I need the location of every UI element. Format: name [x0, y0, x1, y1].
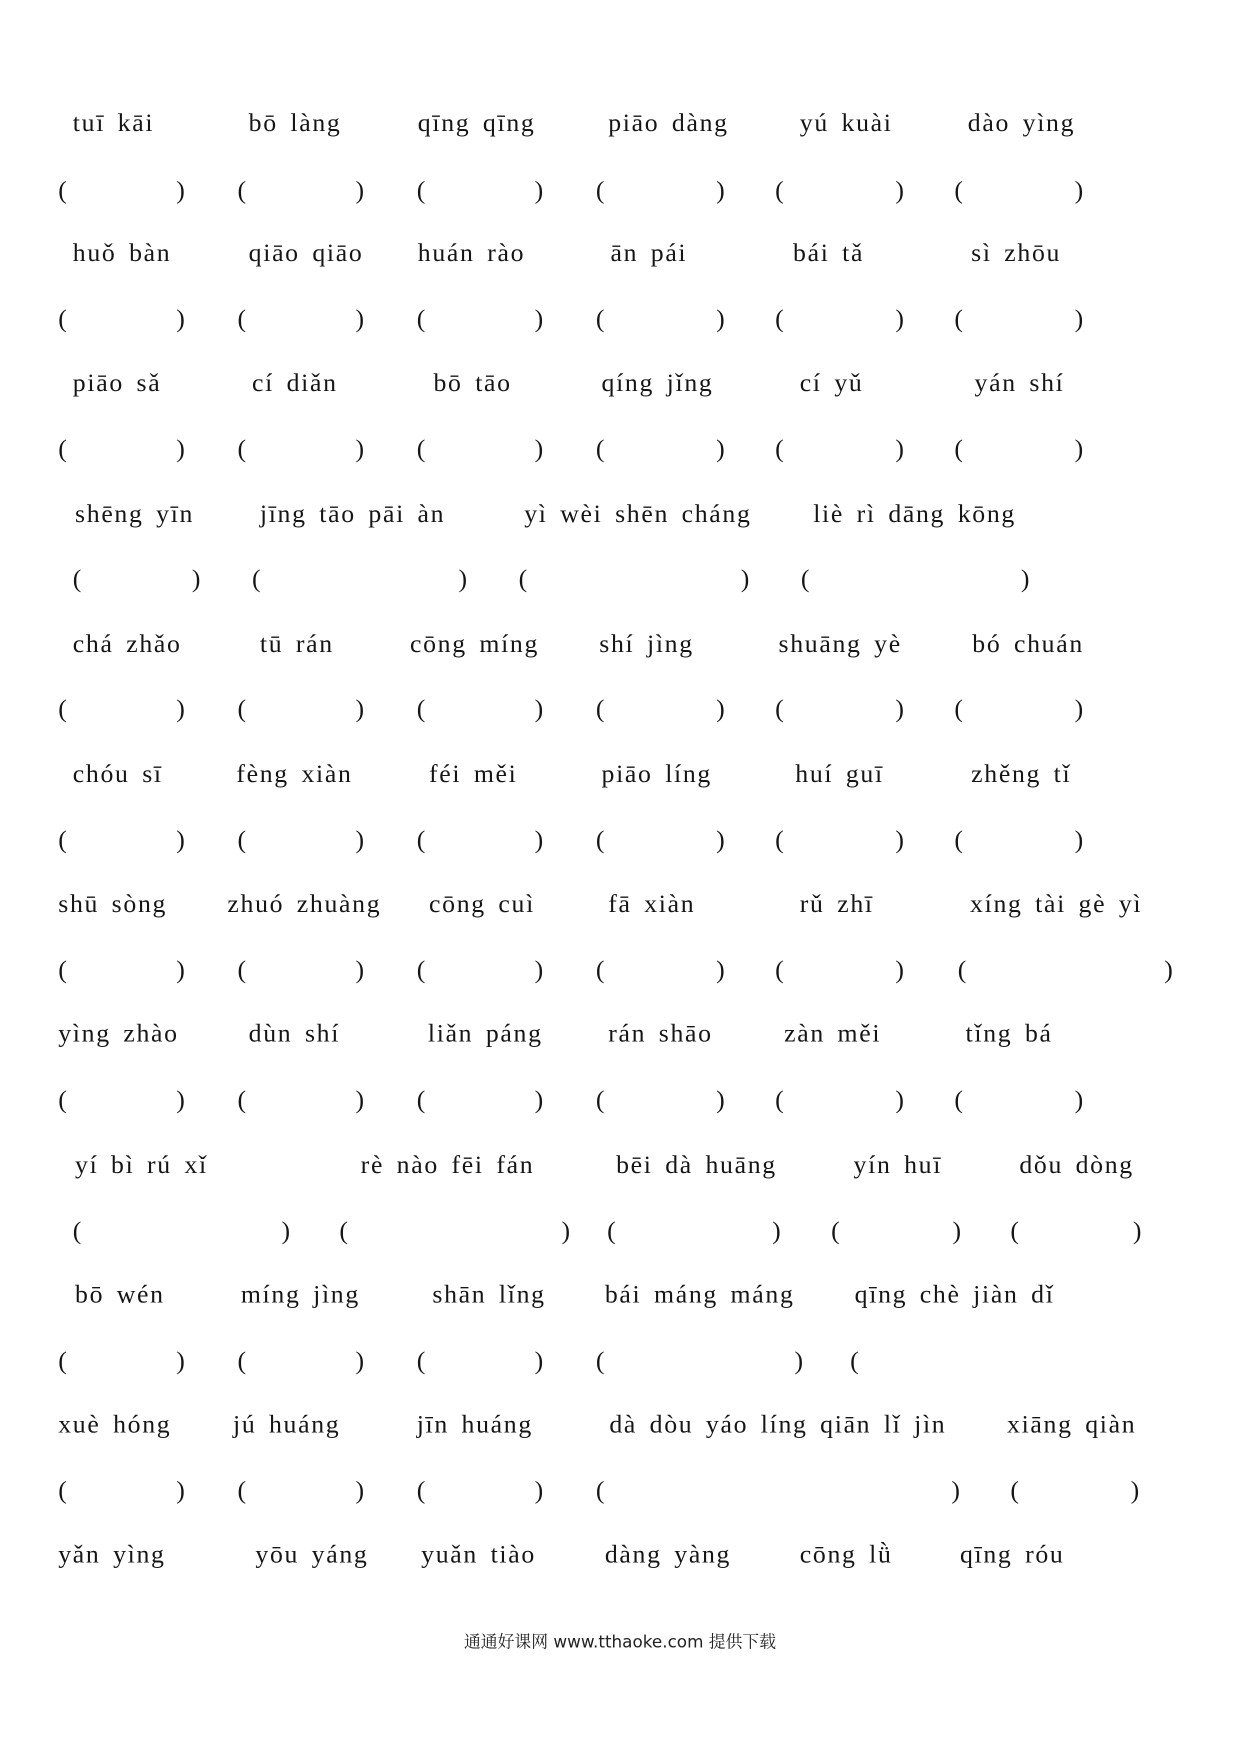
- close-paren: ): [716, 955, 725, 984]
- close-paren: ): [176, 434, 185, 463]
- close-paren: ): [1132, 1216, 1142, 1245]
- answer-blank: [519, 562, 750, 596]
- pinyin-word: cí diǎn: [252, 368, 338, 397]
- open-paren: (: [595, 955, 605, 984]
- answer-blank: [237, 1474, 364, 1508]
- pinyin-word: yú kuài: [799, 108, 893, 137]
- open-paren: (: [954, 1085, 963, 1114]
- answer-blank: [73, 562, 201, 596]
- answer-blank: [339, 1214, 570, 1248]
- close-paren: ): [794, 1346, 804, 1375]
- pinyin-word: piāo líng: [601, 759, 713, 788]
- answer-blank: [596, 692, 725, 726]
- answer-blank: [237, 1344, 364, 1378]
- answer-blank: [596, 1083, 725, 1117]
- answer-blank: [58, 1474, 185, 1508]
- answer-blank: [775, 953, 904, 987]
- open-paren: (: [416, 694, 426, 723]
- pinyin-word: míng jìng: [240, 1280, 360, 1309]
- answer-blank: [417, 1344, 544, 1378]
- answer-blank: [954, 432, 1083, 466]
- pinyin-word: yán shí: [974, 368, 1065, 397]
- close-paren: ): [895, 175, 904, 204]
- pinyin-word: xuè hóng: [58, 1410, 172, 1439]
- answer-blank: [1010, 1214, 1141, 1248]
- open-paren: (: [416, 1346, 426, 1375]
- close-paren: ): [534, 1085, 544, 1114]
- close-paren: ): [534, 694, 544, 723]
- close-paren: ): [1020, 564, 1030, 593]
- answer-blank: [417, 953, 544, 987]
- answer-blank: [596, 823, 725, 857]
- answer-blank: [237, 174, 364, 208]
- open-paren: (: [1010, 1476, 1019, 1505]
- pinyin-word: piāo sǎ: [72, 368, 162, 397]
- answer-blank: [775, 432, 904, 466]
- open-paren: (: [954, 304, 963, 333]
- close-paren: ): [534, 955, 544, 984]
- pinyin-word: shū sòng: [58, 889, 168, 918]
- answer-blank: [58, 823, 185, 857]
- answer-blank: [596, 953, 725, 987]
- pinyin-word: féi měi: [429, 759, 518, 788]
- close-paren: ): [534, 434, 544, 463]
- answer-blank: [775, 823, 904, 857]
- close-paren: ): [895, 955, 904, 984]
- open-paren: (: [72, 1216, 82, 1245]
- open-paren: (: [775, 175, 784, 204]
- pinyin-word: piāo dàng: [608, 108, 729, 137]
- pinyin-word: cōng míng: [409, 629, 540, 658]
- open-paren: (: [775, 434, 784, 463]
- close-paren: ): [716, 304, 725, 333]
- open-paren: (: [416, 175, 426, 204]
- pinyin-word: yìng zhào: [58, 1019, 179, 1048]
- pinyin-word: yuǎn tiào: [421, 1540, 536, 1569]
- answer-blank: [58, 692, 185, 726]
- pinyin-word: liè rì dāng kōng: [813, 499, 1016, 528]
- pinyin-word: tū rán: [259, 629, 334, 658]
- pinyin-word: bō tāo: [433, 368, 512, 397]
- close-paren: ): [952, 1216, 962, 1245]
- pinyin-word: shí jìng: [599, 629, 694, 658]
- pinyin-word: yǎn yìng: [58, 1540, 166, 1569]
- open-paren: (: [595, 304, 605, 333]
- close-paren: ): [534, 175, 544, 204]
- pinyin-word: jīng tāo pāi àn: [259, 499, 446, 528]
- open-paren: (: [58, 955, 67, 984]
- open-paren: (: [775, 304, 784, 333]
- answer-blank: [237, 432, 364, 466]
- answer-blank: [775, 302, 904, 336]
- open-paren: (: [58, 175, 67, 204]
- close-paren: ): [1074, 1085, 1084, 1114]
- pinyin-word: yín huī: [853, 1150, 943, 1179]
- close-paren: ): [1074, 175, 1084, 204]
- close-paren: ): [716, 175, 725, 204]
- open-paren: (: [954, 175, 963, 204]
- pinyin-word: liǎn páng: [427, 1019, 543, 1048]
- open-paren: (: [416, 304, 426, 333]
- answer-blank: [954, 174, 1083, 208]
- close-paren: ): [355, 1346, 365, 1375]
- answer-blank: [775, 692, 904, 726]
- close-paren: ): [895, 1085, 904, 1114]
- close-paren: ): [176, 694, 185, 723]
- answer-blank: [954, 823, 1083, 857]
- close-paren: ): [740, 564, 750, 593]
- open-paren: (: [237, 955, 247, 984]
- pinyin-word: yí bì rú xǐ: [75, 1150, 208, 1179]
- pinyin-word: cōng cuì: [429, 889, 535, 918]
- close-paren: ): [1074, 434, 1084, 463]
- pinyin-word: dǒu dòng: [1019, 1150, 1134, 1179]
- pinyin-word: fā xiàn: [608, 889, 696, 918]
- pinyin-word: zhuó zhuàng: [227, 889, 382, 918]
- answer-blank: [1010, 1474, 1139, 1508]
- answer-blank: [596, 1474, 960, 1508]
- pinyin-word: yì wèi shēn cháng: [524, 499, 752, 528]
- answer-blank: [596, 302, 725, 336]
- pinyin-word: qíng jǐng: [601, 368, 714, 397]
- close-paren: ): [1074, 694, 1084, 723]
- answer-blank: [417, 1083, 544, 1117]
- pinyin-word: bēi dà huāng: [616, 1150, 777, 1179]
- close-paren: ): [176, 1346, 185, 1375]
- pinyin-word: cōng lǜ: [799, 1540, 893, 1569]
- pinyin-word: huí guī: [795, 759, 884, 788]
- pinyin-word: yōu yáng: [255, 1540, 369, 1569]
- open-paren: (: [607, 1216, 616, 1245]
- close-paren: ): [534, 1476, 544, 1505]
- open-paren: (: [58, 694, 67, 723]
- answer-blank: [417, 432, 544, 466]
- close-paren: ): [458, 564, 468, 593]
- close-paren: ): [716, 434, 725, 463]
- pinyin-word: bái tǎ: [793, 238, 865, 267]
- open-paren: (: [595, 825, 605, 854]
- close-paren: ): [176, 175, 185, 204]
- answer-blank: [596, 1344, 803, 1378]
- open-paren: (: [954, 825, 963, 854]
- pinyin-word: qiāo qiāo: [248, 238, 364, 267]
- open-paren: (: [595, 1346, 605, 1375]
- close-paren: ): [191, 564, 201, 593]
- close-paren: ): [355, 175, 365, 204]
- open-paren: (: [954, 694, 963, 723]
- answer-blank: [417, 692, 544, 726]
- open-paren: (: [595, 175, 605, 204]
- open-paren: (: [775, 825, 784, 854]
- open-paren: (: [339, 1216, 348, 1245]
- open-paren: (: [416, 825, 426, 854]
- close-paren: ): [1130, 1476, 1140, 1505]
- close-paren: ): [534, 1346, 544, 1375]
- open-paren: (: [595, 1085, 605, 1114]
- answer-blank: [237, 1083, 364, 1117]
- answer-blank: [237, 953, 364, 987]
- close-paren: ): [1164, 955, 1173, 984]
- answer-blank: [73, 1214, 290, 1248]
- open-paren: (: [831, 1216, 840, 1245]
- answer-blank: [954, 302, 1083, 336]
- footer-credit: 通通好课网 www.tthaoke.com 提供下载: [463, 1632, 777, 1653]
- open-paren: (: [416, 434, 426, 463]
- pinyin-word: zhěng tǐ: [971, 759, 1072, 788]
- open-paren: (: [416, 1476, 426, 1505]
- close-paren: ): [716, 1085, 725, 1114]
- open-paren: (: [237, 175, 247, 204]
- close-paren: ): [716, 694, 725, 723]
- pinyin-word: bó chuán: [972, 629, 1084, 658]
- close-paren: ): [355, 825, 365, 854]
- close-paren: ): [355, 1085, 365, 1114]
- pinyin-word: sì zhōu: [971, 238, 1062, 267]
- open-paren: (: [58, 1476, 67, 1505]
- close-paren: ): [355, 955, 365, 984]
- close-paren: ): [772, 1216, 781, 1245]
- open-paren: (: [58, 1346, 67, 1375]
- pinyin-word: dùn shí: [248, 1019, 341, 1048]
- open-paren: (: [237, 825, 247, 854]
- open-paren: (: [237, 1346, 247, 1375]
- close-paren: ): [561, 1216, 571, 1245]
- close-paren: ): [176, 825, 185, 854]
- pinyin-word: qīng qīng: [417, 108, 536, 137]
- open-paren: (: [252, 564, 261, 593]
- open-paren: (: [58, 304, 67, 333]
- close-paren: ): [895, 304, 904, 333]
- close-paren: ): [176, 1476, 185, 1505]
- close-paren: ): [355, 694, 365, 723]
- answer-blank: [417, 823, 544, 857]
- close-paren: ): [1074, 304, 1084, 333]
- answer-blank: [417, 302, 544, 336]
- open-paren: (: [58, 825, 67, 854]
- close-paren: ): [281, 1216, 291, 1245]
- answer-blank: [801, 562, 1030, 596]
- answer-blank: [417, 174, 544, 208]
- open-paren: (: [237, 304, 247, 333]
- answer-blank: [58, 302, 185, 336]
- open-paren: (: [518, 564, 528, 593]
- pinyin-word: cí yǔ: [799, 368, 864, 397]
- open-paren: (: [595, 434, 605, 463]
- close-paren: ): [895, 825, 904, 854]
- pinyin-word: fèng xiàn: [236, 759, 353, 788]
- close-paren: ): [534, 825, 544, 854]
- pinyin-word: ān pái: [610, 238, 688, 267]
- pinyin-word: rán shāo: [608, 1019, 713, 1048]
- pinyin-word: shuāng yè: [778, 629, 902, 658]
- close-paren: ): [355, 434, 365, 463]
- answer-blank: [775, 1083, 904, 1117]
- pinyin-word: qīng chè jiàn dǐ: [854, 1280, 1055, 1309]
- open-paren: (: [237, 1476, 247, 1505]
- close-paren: ): [355, 1476, 365, 1505]
- open-paren: (: [237, 694, 247, 723]
- pinyin-word: huǒ bàn: [72, 238, 172, 267]
- open-paren: (: [957, 955, 967, 984]
- answer-blank: [596, 432, 725, 466]
- open-paren: (: [416, 955, 426, 984]
- answer-blank: [775, 174, 904, 208]
- pinyin-word: jīn huáng: [416, 1410, 533, 1439]
- close-paren: ): [355, 304, 365, 333]
- open-paren: (: [954, 434, 963, 463]
- answer-blank: [58, 953, 185, 987]
- close-paren: ): [895, 694, 904, 723]
- answer-blank: [58, 432, 185, 466]
- pinyin-word: tuī kāi: [72, 108, 155, 137]
- close-paren: ): [951, 1476, 960, 1505]
- answer-blank: [596, 174, 725, 208]
- open-paren: (: [237, 1085, 247, 1114]
- answer-blank: [237, 823, 364, 857]
- pinyin-word: rǔ zhī: [799, 889, 874, 918]
- close-paren: ): [176, 955, 185, 984]
- pinyin-word: chóu sī: [72, 759, 163, 788]
- pinyin-word: bō wén: [75, 1280, 165, 1309]
- pinyin-word: dà dòu yáo líng qiān lǐ jìn: [609, 1410, 947, 1439]
- close-paren: ): [176, 304, 185, 333]
- open-paren: (: [850, 1346, 859, 1375]
- pinyin-word: huán rào: [417, 238, 526, 267]
- open-paren: (: [1010, 1216, 1019, 1245]
- pinyin-word: xiāng qiàn: [1007, 1410, 1137, 1439]
- answer-blank: [58, 174, 185, 208]
- close-paren: ): [176, 1085, 185, 1114]
- open-paren: (: [58, 434, 67, 463]
- answer-blank: [831, 1214, 961, 1248]
- close-paren: ): [534, 304, 544, 333]
- pinyin-word: dào yìng: [967, 108, 1076, 137]
- pinyin-word: bái máng máng: [604, 1280, 795, 1309]
- answer-blank: [954, 692, 1083, 726]
- pinyin-word: chá zhǎo: [72, 629, 182, 658]
- pinyin-word: xíng tài gè yì: [970, 889, 1143, 918]
- answer-blank: [417, 1474, 544, 1508]
- answer-blank: [850, 1344, 866, 1378]
- open-paren: (: [775, 955, 784, 984]
- pinyin-word: dàng yàng: [604, 1540, 732, 1569]
- pinyin-word: tǐng bá: [965, 1019, 1053, 1048]
- pinyin-word: rè nào fēi fán: [360, 1150, 535, 1179]
- open-paren: (: [595, 694, 605, 723]
- close-paren: ): [716, 825, 725, 854]
- open-paren: (: [58, 1085, 67, 1114]
- pinyin-word: bō làng: [248, 108, 342, 137]
- open-paren: (: [800, 564, 810, 593]
- answer-blank: [252, 562, 467, 596]
- answer-blank: [958, 953, 1173, 987]
- answer-blank: [237, 302, 364, 336]
- open-paren: (: [595, 1476, 605, 1505]
- pinyin-word: shān lǐng: [432, 1280, 546, 1309]
- open-paren: (: [72, 564, 82, 593]
- pinyin-word: qīng róu: [959, 1540, 1065, 1569]
- pinyin-word: jú huáng: [232, 1410, 341, 1439]
- open-paren: (: [775, 694, 784, 723]
- answer-blank: [58, 1344, 185, 1378]
- pinyin-word: zàn měi: [784, 1019, 882, 1048]
- open-paren: (: [775, 1085, 784, 1114]
- answer-blank: [607, 1214, 781, 1248]
- answer-blank: [237, 692, 364, 726]
- close-paren: ): [895, 434, 904, 463]
- answer-blank: [58, 1083, 185, 1117]
- answer-blank: [954, 1083, 1083, 1117]
- open-paren: (: [416, 1085, 426, 1114]
- pinyin-word: shēng yīn: [75, 499, 195, 528]
- close-paren: ): [1074, 825, 1084, 854]
- open-paren: (: [237, 434, 247, 463]
